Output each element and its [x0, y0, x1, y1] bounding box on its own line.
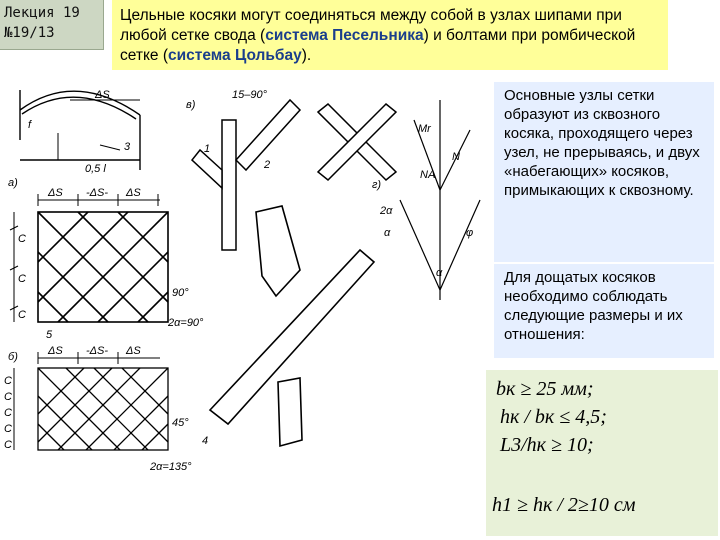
force-phi-label: φ [466, 227, 474, 239]
beam-num-4: 4 [202, 435, 209, 447]
formula-hk-bk: hк / bк ≤ 4,5; [500, 406, 607, 428]
system-zollbau: система Цольбау [168, 47, 302, 64]
sizes-description-box: Для дощатых косяков необходимо соблюдать следующие размеры и их отношения: [494, 264, 714, 358]
grid-a-num-5: 5 [46, 329, 53, 341]
node-angle-label: 15–90° [232, 89, 267, 101]
system-peselnik: система Песельника [265, 27, 424, 44]
fig-g-label: г) [372, 179, 382, 191]
arch-ds-label: ΔS [95, 89, 110, 101]
node-num-2: 2 [264, 159, 271, 171]
formula-l3-hk: L3/hк ≥ 10; [500, 434, 594, 456]
rhombic-grid-b [38, 368, 168, 450]
grid-b-c-2: C [4, 391, 12, 403]
grid-a-ds-1: ΔS [48, 187, 63, 199]
lecture-title: Лекция 19 [4, 5, 80, 21]
grid-b-45-label: 45° [172, 417, 189, 429]
grid-b-2alpha-label: 2α=135° [150, 461, 192, 473]
lecture-number: №19/13 [4, 25, 55, 41]
grid-b-c-5: C [4, 439, 12, 451]
lecture-label-box [0, 0, 104, 50]
arch-half-l-label: 0,5 l [85, 163, 106, 175]
force-m-label: Mr [418, 123, 431, 135]
arch-num-3: 3 [124, 141, 131, 153]
fig-b-label: б) [8, 351, 18, 363]
grid-a-c-2: C [18, 273, 26, 285]
grid-a-ds-2: -ΔS- [86, 187, 109, 199]
grid-a-ds-3: ΔS [126, 187, 141, 199]
rhombic-grid-a [38, 212, 168, 322]
technical-drawing [0, 70, 490, 540]
fig-a-label: a) [8, 177, 18, 189]
grid-b-ds-2: -ΔS- [86, 345, 109, 357]
force-alpha-left: α [384, 227, 391, 239]
grid-b-c-3: C [4, 407, 12, 419]
cross-node-drawing [318, 104, 396, 180]
grid-a-90-label: 90° [172, 287, 189, 299]
grid-a-c-3: C [18, 309, 26, 321]
arch-f-label: f [28, 119, 32, 131]
force-2alpha-label: 2α [380, 205, 393, 217]
formula-bk: bк ≥ 25 мм; [496, 378, 594, 400]
node-description-box: Основные узлы сетки образуют из сквозного косяка, проходящего через узел, не прерываясь, и двух «набегающих» косяков, примыкающих к сквозному. [494, 82, 714, 262]
header-text-part3: ). [301, 47, 312, 64]
grid-b-ds-1: ΔS [48, 345, 63, 357]
force-na-label: NA [420, 169, 436, 181]
node-num-1: 1 [204, 143, 211, 155]
header-text-part2: ) и болтами при ромбической сетке ( [120, 27, 636, 64]
grid-b-c-4: C [4, 423, 12, 435]
grid-a-c-1: C [18, 233, 26, 245]
grid-b-c-1: C [4, 375, 12, 387]
grid-b-ds-3: ΔS [126, 345, 141, 357]
header-text-part1: Цельные косяки могут соединяться между собой в узлах шипами при любой сетке свода ( [120, 7, 622, 44]
force-n-label: N [452, 151, 460, 163]
fig-v-label: в) [186, 99, 196, 111]
header-text-box [112, 0, 668, 70]
arch-curve [20, 91, 140, 115]
grid-a-2alpha-label: 2α=90° [168, 317, 204, 329]
formula-box [486, 370, 718, 536]
force-alpha-bottom: α [436, 267, 443, 279]
formula-h1: h1 ≥ hк / 2≥10 см [492, 494, 636, 516]
